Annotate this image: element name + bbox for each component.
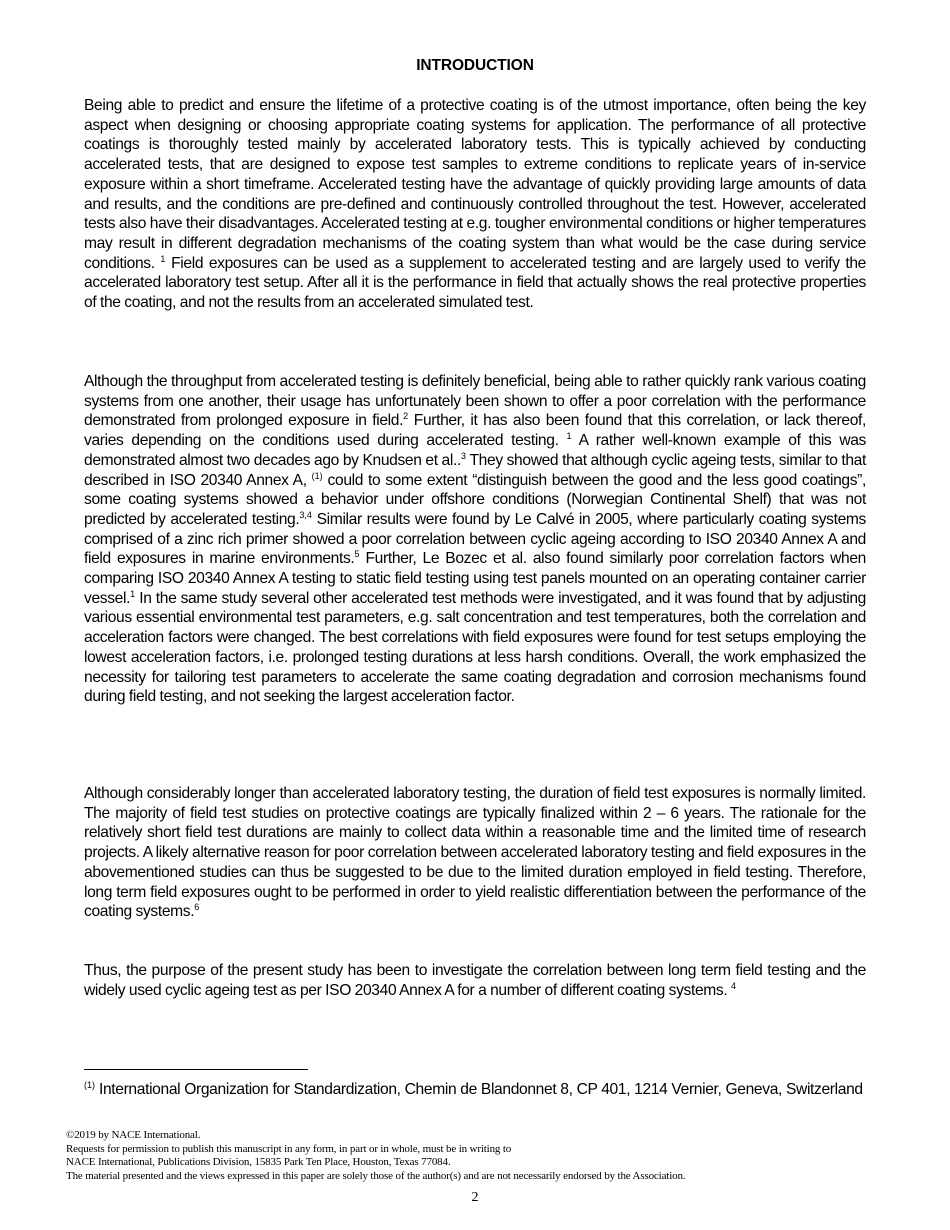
- citation-ref: 1: [130, 588, 136, 599]
- paragraph-text: could to some extent “distinguish between the good and the less good coatings”, some coating systems showed a behavior under offshore conditions (Norwegian Continental Shelf) that was not predicted by accelerated testing.: [84, 471, 866, 528]
- paragraph-text: Similar results were found by Le Calvé in 2005, where particularly coating systems comprised of a zinc rich primer showed a poor correlation between cyclic ageing according to ISO 20340 Annex A and field exposures in marine environments.: [84, 510, 866, 568]
- address-line: NACE International, Publications Division, 15835 Park Ten Place, Houston, Texas 77084.: [66, 1156, 451, 1169]
- paragraph-1: [84, 96, 866, 313]
- citation-ref: 4: [731, 980, 737, 991]
- paragraph-text: A rather well-known example of this was demonstrated almost two decades ago by Knudsen et al..: [84, 432, 866, 469]
- citation-ref: 5: [354, 549, 360, 560]
- paragraph-text: Thus, the purpose of the present study has been to investigate the correlation between long term field testing and the widely used cyclic ageing test as per ISO 20340 Annex A for a number of different coating systems.: [84, 962, 866, 999]
- paragraph-2: [84, 372, 866, 707]
- footnote-marker: (1): [84, 1080, 95, 1090]
- paragraph-text: Although the throughput from accelerated testing is definitely beneficial, being able to rather quickly rank various coating systems from one another, their usage has unfortunately been shown to offer a poor correlation with the performance demonstrated from prolonged exposure in field.: [84, 373, 866, 430]
- copyright-notice: [66, 1129, 926, 1184]
- paragraph-3: [84, 784, 866, 922]
- disclaimer-line: The material presented and the views expressed in this paper are solely those of the author(s) and are not necessarily endorsed by the Association.: [66, 1170, 686, 1183]
- section-heading: INTRODUCTION: [416, 57, 534, 74]
- paragraph-text: They showed that although cyclic ageing tests, similar to that described in ISO 20340 Annex A,: [84, 451, 866, 489]
- paragraph-text: Further, Le Bozec et al. also found similarly poor correlation factors when comparing ISO 20340 Annex A testing to static field testing using test panels mounted on an operating container carrier vessel.: [84, 550, 866, 607]
- citation-ref: 1: [566, 431, 572, 442]
- permission-line: Requests for permission to publish this manuscript in any form, in part or in whole, must be in writing to: [66, 1142, 512, 1155]
- footnote-text: International Organization for Standardization, Chemin de Blandonnet 8, CP 401, 1214 Vernier, Geneva, Switzerland: [95, 1081, 863, 1098]
- copyright-line: ©2019 by NACE International.: [66, 1129, 201, 1141]
- citation-ref: 3,4: [299, 509, 312, 520]
- paragraph-text: Although considerably longer than accelerated laboratory testing, the duration of field test exposures is normally limited. The majority of field test studies on protective coatings are typically finalized within 2 – 6 years. The rationale for the relatively short field test durations are mainly to collect data within a reasonable time and the limited time of research projects. A likely alternative reason for poor correlation between accelerated laboratory testing and field exposures in the abovementioned studies can thus be suggested to be due to the limited duration employed in field testing. Therefore, long term field exposures ought to be performed in order to yield realistic differentiation between the performance of the coating systems.: [84, 785, 866, 921]
- page-number: 2: [471, 1190, 479, 1205]
- citation-ref: 2: [403, 411, 409, 422]
- citation-ref: 6: [194, 902, 200, 913]
- paragraph-text: In the same study several other accelerated test methods were investigated, and it was found that by adjusting various essential environmental test parameters, e.g. salt concentration and test temperatures, both the correlation and acceleration factors were changed. The best correlations with field exposures were found for test setups employing the lowest acceleration factors, i.e. prolonged testing durations at less harsh conditions. Overall, the work emphasized the necessity for tailoring test parameters to accelerate the same coating degradation and corrosion mechanisms found during field testing, and not seeking the largest acceleration factor.: [84, 589, 866, 706]
- footnote: [84, 1080, 864, 1100]
- footnote-ref: (1): [311, 470, 323, 481]
- citation-ref: 1: [160, 253, 166, 264]
- paragraph-text: Field exposures can be used as a supplement to accelerated testing and are largely used to verify the accelerated laboratory test setup. After all it is the performance in field that actually shows the real protective properties of the coating, and not the results from an accelerated simulated test.: [84, 254, 866, 312]
- paragraph-text: Further, it has also been found that this correlation, or lack thereof, varies depending on the conditions used during accelerated testing.: [84, 412, 866, 450]
- citation-ref: 3: [460, 450, 466, 461]
- paragraph-4: [84, 961, 866, 1000]
- footnote-divider: [84, 1069, 308, 1070]
- paragraph-text: Being able to predict and ensure the lifetime of a protective coating is of the utmost importance, often being the key aspect when designing or choosing appropriate coating systems for application. The performance of all protective coatings is thoroughly tested mainly by accelerated laboratory tests. This is typically achieved by conducting accelerated tests, that are designed to expose test samples to extreme conditions to replicate years of in-service exposure within a short timeframe. Accelerated testing have the advantage of quickly providing large amounts of data and results, and the conditions are pre-defined and continuously controlled throughout the test. However, accelerated tests also have their disadvantages. Accelerated testing at e.g. tougher environmental conditions or higher temperatures may result in different degradation mechanisms of the coating system than what would be the case during service conditions.: [84, 97, 866, 272]
